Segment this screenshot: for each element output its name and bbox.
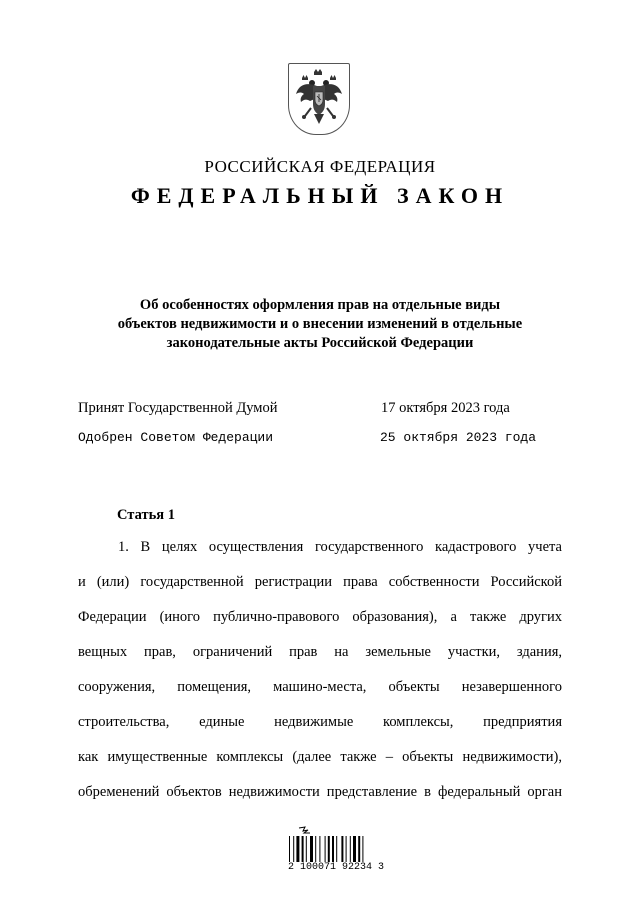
council-label: Одобрен Советом Федерации (78, 430, 274, 445)
law-title-line: Об особенностях оформления прав на отдельные виды (139, 297, 501, 313)
law-title-line: законодательные акты Российской Федерации (166, 335, 474, 351)
article-line: обременений объектов недвижимости представление в федеральный орган (78, 784, 562, 800)
coat-of-arms-icon (293, 68, 345, 128)
article-line: 1. В целях осуществления государственного кадастрового учета (118, 539, 562, 555)
document-type: ФЕДЕРАЛЬНЫЙ ЗАКОН (130, 183, 510, 208)
law-title (60, 296, 580, 353)
country-name: РОССИЙСКАЯ ФЕДЕРАЦИЯ (204, 157, 436, 176)
duma-label: Принят Государственной Думой (78, 400, 278, 416)
article-heading: Статья 1 (117, 507, 175, 523)
article-line: как имущественные комплексы (далее также – объекты недвижимости), (78, 749, 562, 765)
coat-of-arms-emblem (288, 63, 350, 135)
council-date: 25 октября 2023 года (380, 430, 537, 445)
article-line: сооружения, помещения, машино-места, объекты незавершенного (78, 679, 562, 695)
article-line: и (или) государственной регистрации права собственности Российской (78, 574, 562, 590)
barcode-icon (285, 826, 377, 882)
duma-date: 17 октября 2023 года (381, 400, 510, 416)
article-line: вещных прав, ограничений прав на земельные участки, здания, (78, 644, 562, 660)
article-line: Федерации (иного публично-правового образования), а также других (78, 609, 562, 625)
article-line: строительства, единые недвижимые комплексы, предприятия (78, 714, 562, 730)
barcode-number: 2 100071 92234 3 (288, 862, 385, 873)
law-title-line: объектов недвижимости и о внесении изменений в отдельные (117, 316, 523, 332)
